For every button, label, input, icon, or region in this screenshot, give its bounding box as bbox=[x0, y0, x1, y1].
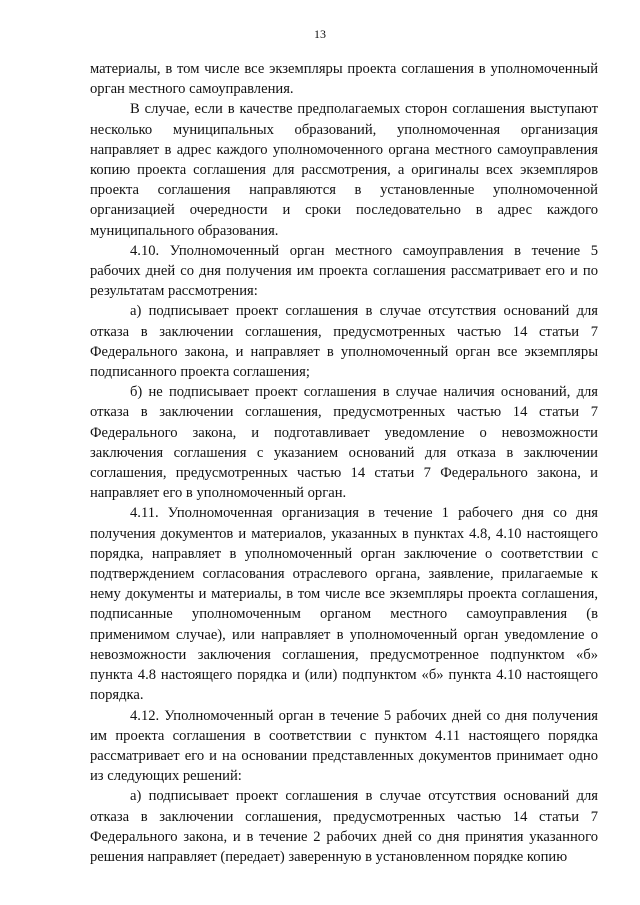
body-text bbox=[90, 59, 598, 867]
page-number: 13 bbox=[314, 27, 326, 41]
paragraph-multiple-municipalities: В случае, если в качестве предполагаемых сторон соглашения выступают несколько муниципальных образований, уполномоченная организация направляет в адрес каждого уполномоченного органа местного самоуправления копию проекта соглашения для рассмотрения, а оригиналы всех экземпляров проекта соглашения направляются в установленные уполномоченной организацией очередности и сроки последовательно в адрес каждого муниципального образования. bbox=[90, 101, 598, 239]
paragraph-continuation: материалы, в том числе все экземпляры проекта соглашения в уполномоченный орган местного самоуправления. bbox=[90, 61, 598, 98]
paragraph-4-12-a: а) подписывает проект соглашения в случае отсутствия оснований для отказа в заключении соглашения, предусмотренных частью 14 статьи 7 Федерального закона, и в течение 2 рабочих дней со дня принятия указанного решения направляет (передает) заверенную в установленном порядке копию bbox=[90, 788, 598, 865]
paragraph-4-11: 4.11. Уполномоченная организация в течение 1 рабочего дня со дня получения документов и материалов, указанных в пунктах 4.8, 4.10 настоящего порядка, направляет в уполномоченный орган заключение о соответствии с подтверждением согласования отраслевого органа, заявление, прилагаемые к нему документы и материалы, в том числе все экземпляры проекта соглашения, подписанные уполномоченным органом местного самоуправления (в применимом случае), или направляет в уполномоченный орган уведомление о невозможности заключения соглашения, предусмотренное подпунктом «б» пункта 4.8 настоящего порядка и (или) подпунктом «б» пункта 4.10 настоящего порядка. bbox=[90, 505, 598, 704]
paragraph-4-10: 4.10. Уполномоченный орган местного самоуправления в течение 5 рабочих дней со дня получения им проекта соглашения рассматривает его и по результатам рассмотрения: bbox=[90, 242, 598, 300]
paragraph-4-10-a: а) подписывает проект соглашения в случае отсутствия оснований для отказа в заключении соглашения, предусмотренных частью 14 статьи 7 Федерального закона, и направляет в уполномоченный орган все экземпляры подписанного проекта соглашения; bbox=[90, 303, 598, 381]
paragraph-4-10-b: б) не подписывает проект соглашения в случае наличия оснований, для отказа в заключении соглашения, предусмотренных частью 14 статьи 7 Федерального закона, и подготавливает уведомление о невозможности заключения соглашения с указанием оснований для отказа в заключении соглашения, предусмотренных частью 14 статьи 7 Федерального закона, и направляет его в уполномоченный орган. bbox=[90, 384, 598, 502]
paragraph-4-12: 4.12. Уполномоченный орган в течение 5 рабочих дней со дня получения им проекта соглашения в соответствии с пунктом 4.11 настоящего порядка рассматривает его и на основании представленных документов принимает одно из следующих решений: bbox=[90, 707, 598, 785]
